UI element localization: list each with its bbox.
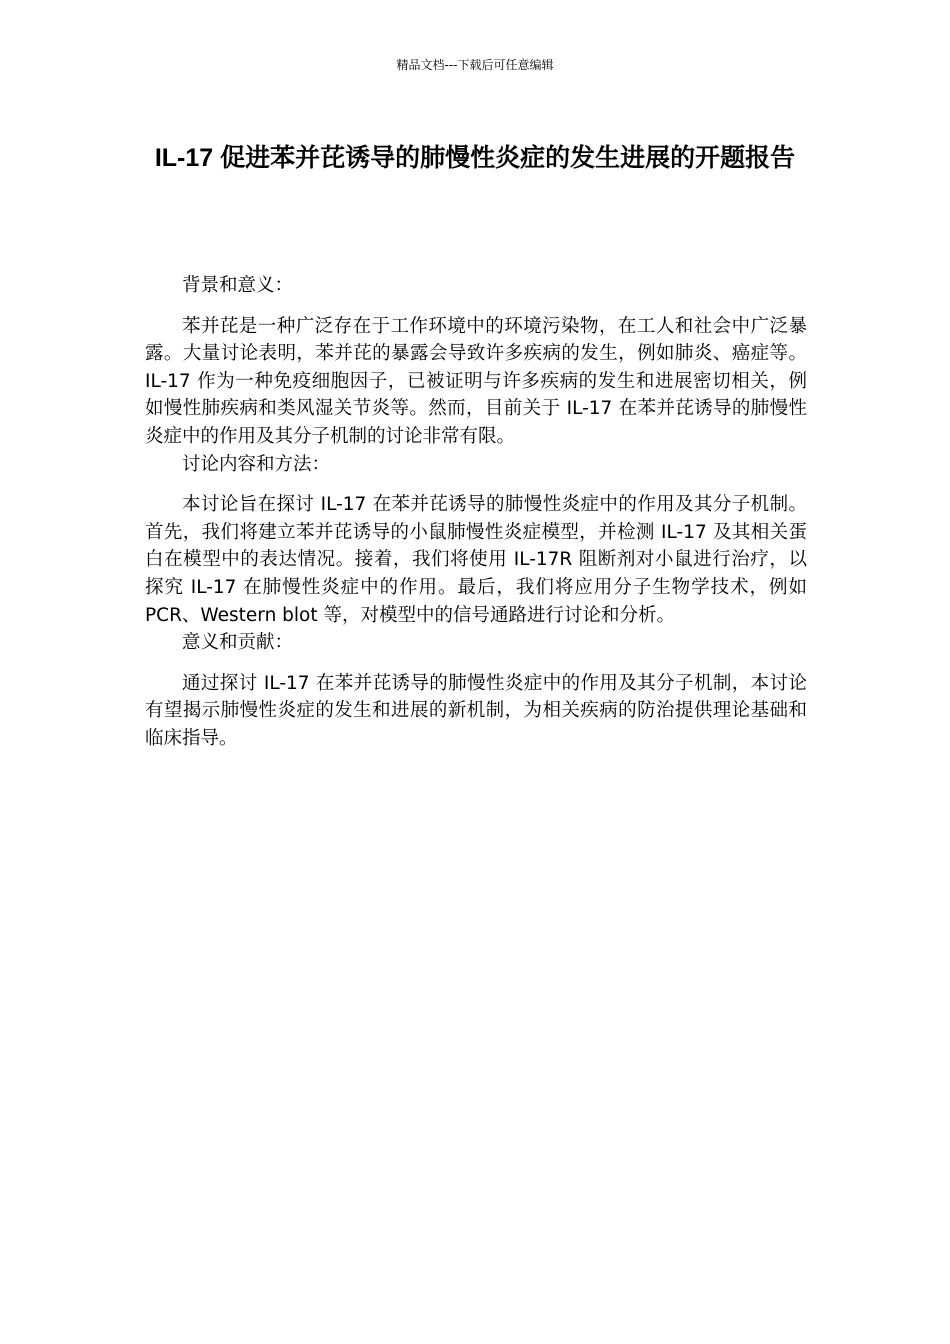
document-body — [145, 272, 807, 753]
section-body-significance: 通过探讨 IL-17 在苯并芘诱导的肺慢性炎症中的作用及其分子机制，本讨论有望揭示肺慢性炎症的发生和进展的新机制，为相关疾病的防治提供理论基础和临床指导。 — [145, 672, 807, 749]
section-heading-significance: 意义和贡献： — [182, 632, 294, 654]
page-header: 精品文档---下载后可任意编辑 — [396, 58, 554, 72]
section-body-methods: 本讨论旨在探讨 IL-17 在苯并芘诱导的肺慢性炎症中的作用及其分子机制。首先，我们将建立苯并芘诱导的小鼠肺慢性炎症模型，并检测 IL-17 及其相关蛋白在模型中的表达情况。接着，我们将使用 IL-17R 阻断剂对小鼠进行治疗，以探究 IL-17 在肺慢性炎症中的作用。最后，我们将应用分子生物学技术，例如 PCR、Western blot 等，对模型中的信号通路进行讨论和分析。 — [145, 494, 807, 626]
section-body-background: 苯并芘是一种广泛存在于工作环境中的环境污染物，在工人和社会中广泛暴露。大量讨论表明，苯并芘的暴露会导致许多疾病的发生，例如肺炎、癌症等。IL-17 作为一种免疫细胞因子，已被证明与许多疾病的发生和进展密切相关，例如慢性肺疾病和类风湿关节炎等。然而，目前关于 IL-17 在苯并芘诱导的肺慢性炎症中的作用及其分子机制的讨论非常有限。 — [145, 315, 807, 447]
section-heading-background: 背景和意义： — [182, 275, 294, 296]
document-title: IL-17 促进苯并芘诱导的肺慢性炎症的发生进展的开题报告 — [154, 144, 796, 172]
section-heading-methods: 讨论内容和方法： — [182, 453, 331, 475]
